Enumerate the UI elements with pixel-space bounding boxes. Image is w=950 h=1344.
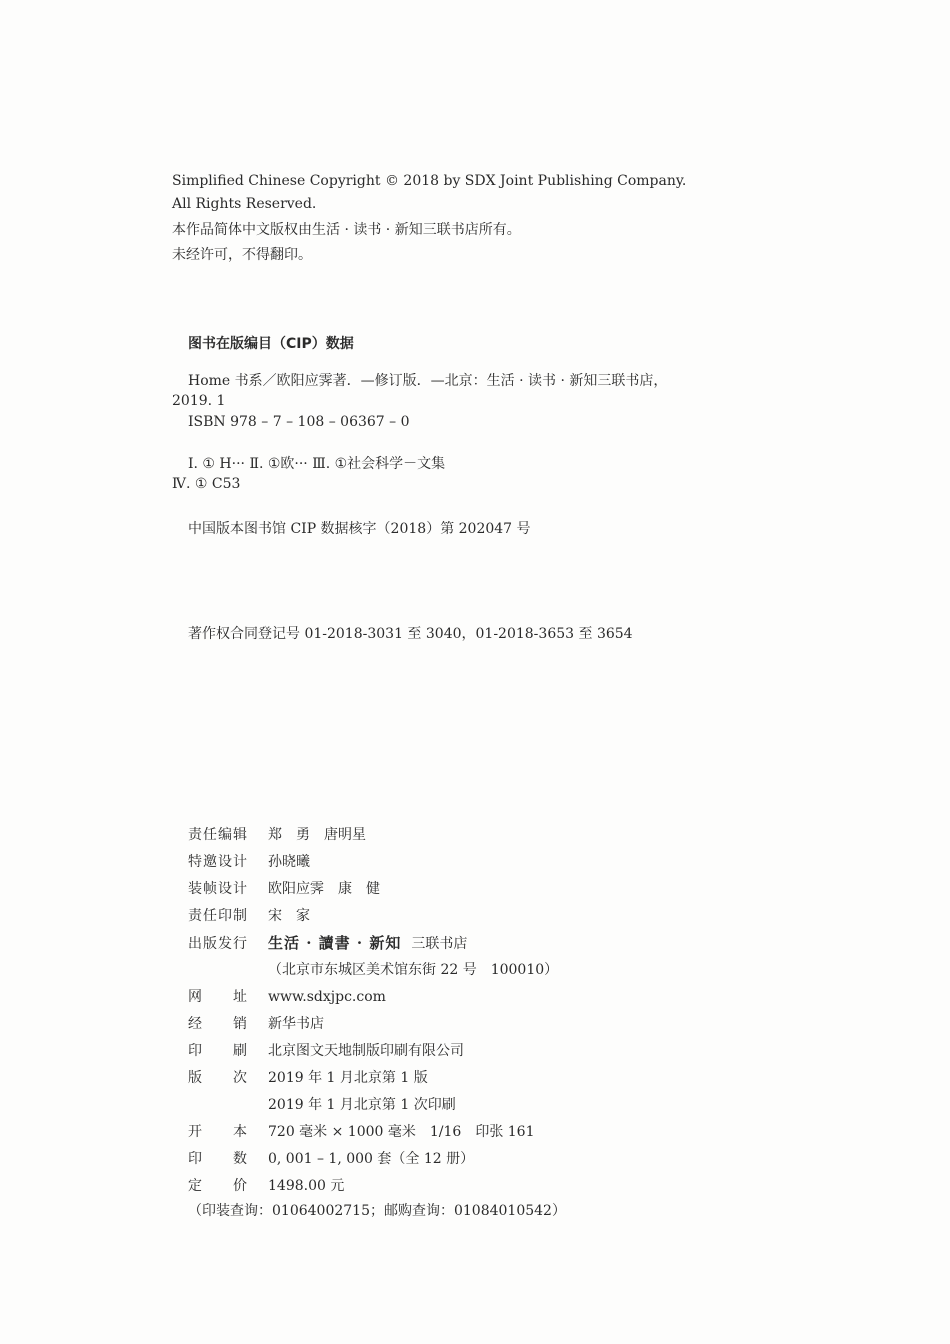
cip-verification: 中国版本图书馆 CIP 数据核字（2018）第 202047 号	[188, 521, 531, 537]
cip-heading: 图书在版编目（CIP）数据	[188, 336, 354, 352]
credit-label: 出版发行	[188, 936, 248, 952]
credit-value: 宋 家	[268, 908, 310, 924]
copyright-english: Simplified Chinese Copyright © 2018 by SDX Joint Publishing Company.	[172, 173, 687, 189]
credit-distributor	[188, 1015, 324, 1033]
website-url: www.sdxjpc.com	[268, 989, 386, 1005]
credit-binding	[188, 880, 380, 898]
credit-website	[188, 988, 386, 1006]
credit-label: 责任编辑	[188, 827, 248, 843]
credit-label: 特邀设计	[188, 854, 248, 870]
credit-value: 孙晓曦	[268, 854, 310, 870]
cip-classification-1: Ⅰ. ① H··· Ⅱ. ①欧··· Ⅲ. ①社会科学－文集	[188, 456, 446, 472]
credit-value: 郑 勇 唐明星	[268, 827, 366, 843]
credit-format	[188, 1123, 535, 1141]
credit-price	[188, 1177, 344, 1195]
credit-value: 欧阳应霁 康 健	[268, 881, 380, 897]
credit-label: 装帧设计	[188, 881, 248, 897]
credit-edition	[188, 1069, 428, 1087]
credit-label: 印 刷	[188, 1043, 248, 1059]
credit-value: 北京图文天地制版印刷有限公司	[268, 1043, 464, 1059]
credit-inquiry	[188, 1202, 566, 1220]
cip-classification-2: Ⅳ. ① C53	[172, 476, 241, 492]
credit-copies	[188, 1150, 474, 1168]
credit-editor	[188, 826, 366, 844]
credit-designer	[188, 853, 310, 871]
credit-value: 2019 年 1 月北京第 1 次印刷	[268, 1097, 456, 1113]
copyright-chinese: 本作品简体中文版权由生活 · 读书 · 新知三联书店所有。	[172, 222, 521, 238]
credit-label: 开 本	[188, 1124, 248, 1140]
credit-printing	[188, 1096, 456, 1114]
publisher-address: （北京市东城区美术馆东街 22 号 100010）	[268, 962, 559, 978]
credit-value: 1498.00 元	[268, 1178, 345, 1194]
rights-reserved: All Rights Reserved.	[172, 196, 317, 212]
credit-publisher	[188, 934, 467, 953]
cip-year: 2019. 1	[172, 393, 226, 409]
credit-address	[188, 961, 558, 979]
inquiry-phones: （印装查询：01064002715；邮购查询：01084010542）	[188, 1203, 566, 1219]
credit-label: 版 次	[188, 1070, 248, 1086]
credit-value: 0, 001 – 1, 000 套（全 12 册）	[268, 1151, 475, 1167]
credit-label: 定 价	[188, 1178, 248, 1194]
credit-print-responsible	[188, 907, 310, 925]
credit-label: 网 址	[188, 989, 248, 1005]
credit-value: 2019 年 1 月北京第 1 版	[268, 1070, 428, 1086]
cip-isbn: ISBN 978 – 7 – 108 – 06367 – 0	[188, 414, 410, 430]
credit-value: 三联书店	[411, 936, 468, 952]
copyright-contract: 著作权合同登记号 01-2018-3031 至 3040，01-2018-3653 至 3654	[188, 626, 633, 642]
publisher-logo: 生活 · 讀書 · 新知	[268, 934, 402, 952]
credit-printer	[188, 1042, 464, 1060]
credit-value: 新华书店	[268, 1016, 324, 1032]
credit-label: 印 数	[188, 1151, 248, 1167]
no-reprint-notice: 未经许可，不得翻印。	[172, 247, 312, 263]
credit-label: 责任印制	[188, 908, 248, 924]
credit-label: 经 销	[188, 1016, 248, 1032]
credit-value: 720 毫米 × 1000 毫米 1/16 印张 161	[268, 1124, 535, 1140]
cip-title-line: Home 书系／欧阳应霁著．—修订版．—北京：生活 · 读书 · 新知三联书店，	[188, 373, 668, 389]
